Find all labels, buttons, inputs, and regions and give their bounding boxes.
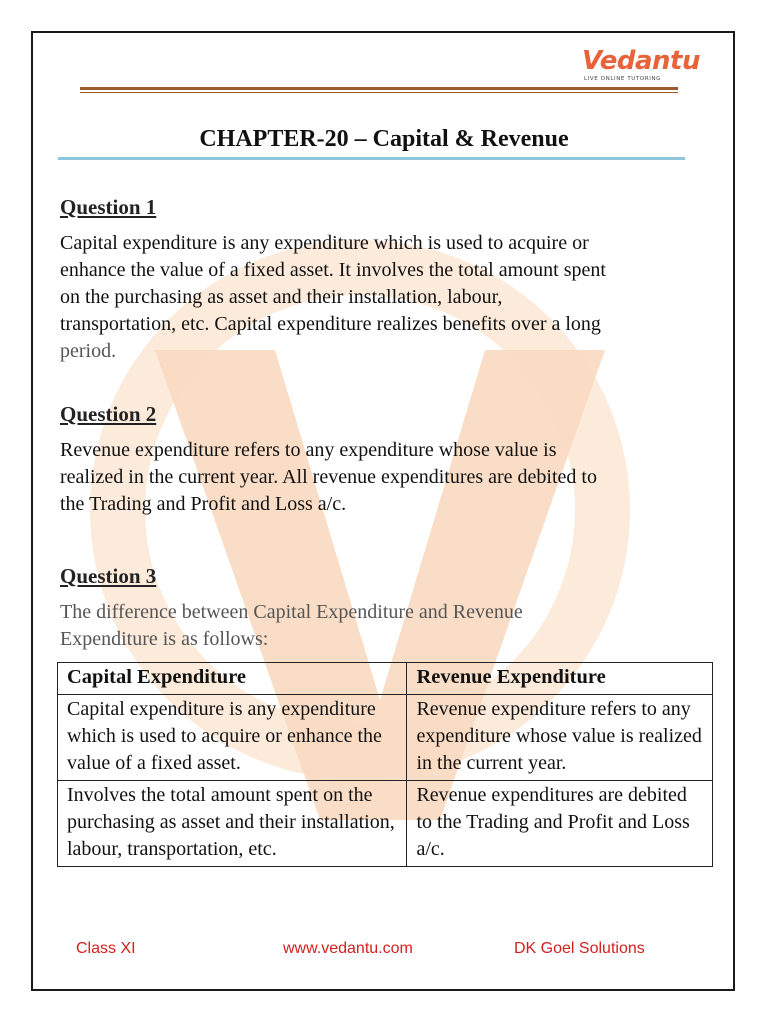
table-row <box>58 695 713 781</box>
chapter-title: CHAPTER-20 – Capital & Revenue <box>199 126 569 152</box>
question-heading: Question 1 <box>60 195 157 219</box>
answer-line: the Trading and Profit and Loss a/c. <box>60 493 347 515</box>
question-heading: Question 3 <box>60 564 157 588</box>
answer-line: realized in the current year. All revenue expenditures are debited to <box>60 466 597 488</box>
logo-tagline: LIVE ONLINE TUTORING <box>584 76 662 82</box>
logo-wordmark: Vedantu <box>582 46 700 76</box>
answer-line: enhance the value of a fixed asset. It involves the total amount spent <box>60 259 606 281</box>
table-cell: Capital expenditure is any expenditure which is used to acquire or enhance the value of a fixed asset. <box>58 695 407 781</box>
question-heading: Question 2 <box>60 402 157 426</box>
footer-book-title: DK Goel Solutions <box>514 940 645 957</box>
answer-line: Revenue expenditure refers to any expenditure whose value is <box>60 439 557 461</box>
footer-class-label: Class XI <box>76 940 136 957</box>
comparison-table <box>57 662 713 867</box>
answer-line: transportation, etc. Capital expenditure realizes benefits over a long <box>60 313 601 335</box>
table-cell: Revenue expenditure refers to any expenditure whose value is realized in the current year. <box>407 695 713 781</box>
table-cell: Revenue expenditures are debited to the Trading and Profit and Loss a/c. <box>407 781 713 867</box>
vedantu-logo <box>582 46 700 86</box>
answer-line: period. <box>60 340 117 362</box>
answer-paragraph <box>60 230 700 365</box>
answer-paragraph <box>60 437 700 518</box>
answer-line: Capital expenditure is any expenditure which is used to acquire or <box>60 232 589 254</box>
table-header-cell: Capital Expenditure <box>58 663 407 695</box>
header-rule-thin <box>80 92 678 93</box>
answer-line: The difference between Capital Expenditure and Revenue <box>60 601 523 623</box>
answer-line: on the purchasing as asset and their installation, labour, <box>60 286 503 308</box>
answer-line: Expenditure is as follows: <box>60 628 269 650</box>
header-rule <box>80 87 678 90</box>
title-underline <box>58 157 685 160</box>
table-header-row <box>58 663 713 695</box>
table-header-cell: Revenue Expenditure <box>407 663 713 695</box>
table-cell: Involves the total amount spent on the purchasing as asset and their installation, labour, transportation, etc. <box>58 781 407 867</box>
table-row <box>58 781 713 867</box>
footer-website-link[interactable]: www.vedantu.com <box>283 940 413 957</box>
answer-paragraph <box>60 599 700 653</box>
